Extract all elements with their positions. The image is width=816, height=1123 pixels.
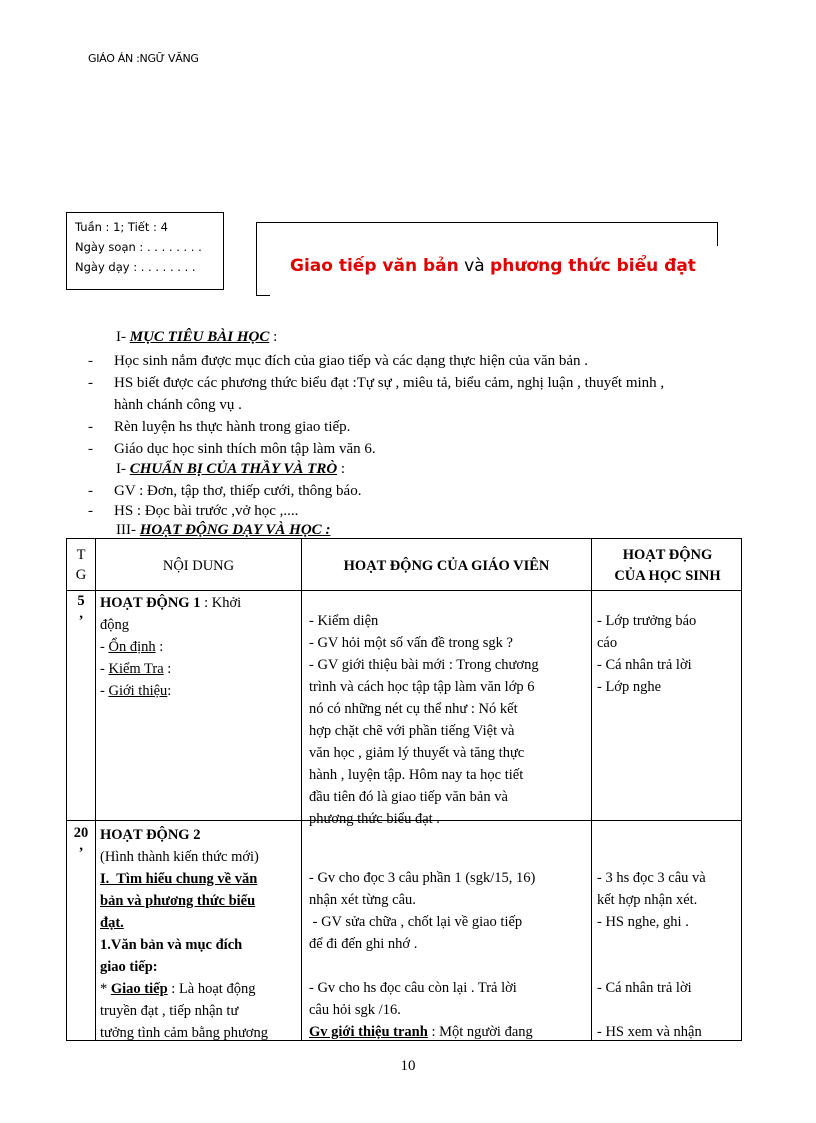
header-teacher: HOẠT ĐỘNG CỦA GIÁO VIÊN bbox=[343, 558, 550, 574]
lesson-info-box bbox=[66, 212, 224, 290]
section-prep-heading: I- CHUẨN BỊ CỦA THẦY VÀ TRÒ : bbox=[116, 461, 346, 477]
lesson-table bbox=[66, 538, 742, 1041]
row2-student: - 3 hs đọc 3 câu và kết hợp nhận xét. - HS nghe, ghi . - Cá nhân trả lời - HS xem và nhận bbox=[597, 870, 706, 1040]
teach-date-line: Ngày dạy : . . . . . . . . bbox=[75, 260, 196, 274]
row2-teacher: - Gv cho đọc 3 câu phần 1 (sgk/15, 16) nhận xét từng câu. - GV sửa chữa , chốt lại về giao tiếp để đi đến ghi nhớ . - Gv cho hs đọc câu còn lại . Trả lời câu hỏi sgk /16. Gv giới thiệu tranh : Một người đang bbox=[309, 870, 536, 1040]
header-content: NỘI DUNG bbox=[162, 558, 235, 574]
title-part-2: và bbox=[458, 256, 491, 276]
section-activities-heading: III- HOẠT ĐỘNG DẠY VÀ HỌC : bbox=[116, 522, 331, 538]
row1-student: - Lớp trưởng báo cáo - Cá nhân trả lời - Lớp nghe bbox=[597, 613, 697, 695]
page-number: 10 bbox=[400, 1058, 416, 1074]
row1-time: 5 ’ bbox=[77, 593, 85, 629]
lesson-title bbox=[290, 256, 696, 276]
document-header: GIÁO ÁN :NGỮ VĂNG bbox=[88, 52, 199, 65]
row2-time: 20 ’ bbox=[73, 825, 89, 861]
header-student: HOẠT ĐỘNG CỦA HỌC SINH bbox=[614, 547, 721, 584]
week-line: Tuần : 1; Tiết : 4 bbox=[75, 220, 168, 234]
row2-content: HOẠT ĐỘNG 2 (Hình thành kiến thức mới) I. Tìm hiểu chung về văn bản và phương thức biểu đạt. 1.Văn bản và mục đích giao tiếp: * Giao tiếp : Là hoạt động truyền đạt , tiếp nhận tư tưởng tình cảm bằng phương bbox=[100, 827, 268, 1041]
row1-teacher: - Kiểm diện - GV hỏi một số vấn đề trong sgk ? - GV giới thiệu bài mới : Trong chương trình và cách học tập tập làm văn lớp 6 nó có những nét cụ thể như : Nó kết hợp chặt chẽ với phần tiếng Việt và văn học , giảm lý thuyết và tăng thực hành , luyện tập. Hôm nay ta học tiết đầu tiên đó là giao tiếp văn bản và phương thức biểu đạt . bbox=[309, 613, 539, 827]
section-objectives-heading: I- MỤC TIÊU BÀI HỌC : bbox=[116, 329, 278, 345]
header-tg: T G bbox=[75, 547, 87, 583]
row1-content: HOẠT ĐỘNG 1 : Khởi động - Ổn định : - Kiểm Tra : - Giới thiệu: bbox=[100, 595, 242, 699]
prep-date-line: Ngày soạn : . . . . . . . . bbox=[75, 240, 202, 254]
title-part-3: phương thức biểu đạt bbox=[490, 256, 696, 276]
title-part-1: Giao tiếp văn bản bbox=[290, 256, 459, 276]
